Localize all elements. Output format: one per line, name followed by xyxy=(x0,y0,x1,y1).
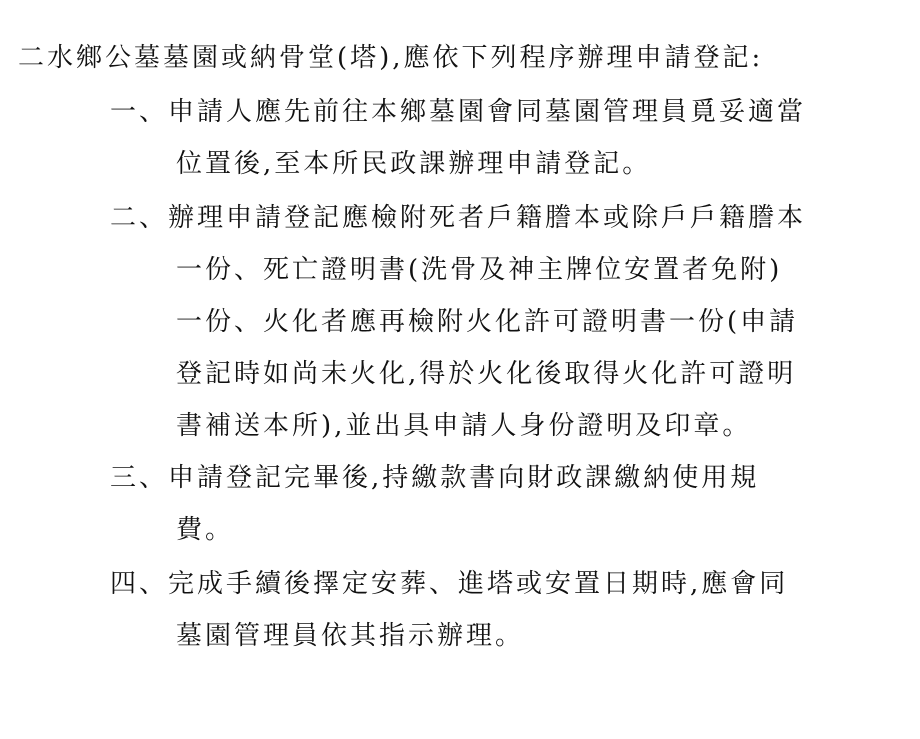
item-number: 四、 xyxy=(110,569,169,599)
item-text: 申請登記完畢後,持繳款書向財政課繳納使用規 xyxy=(168,463,760,493)
document-title: 二水鄉公墓墓園或納骨堂(塔),應依下列程序辦理申請登記: xyxy=(18,43,764,73)
list-item-4-first-line xyxy=(110,568,788,600)
item-text: 辦理申請登記應檢附死者戶籍謄本或除戶戶籍謄本 xyxy=(168,203,807,233)
item-number: 二、 xyxy=(110,203,169,233)
list-item-3-line: 費。 xyxy=(176,515,235,545)
list-item-2-line: 登記時如尚未火化,得於火化後取得火化許可證明 xyxy=(176,359,797,389)
item-text: 申請人應先前往本鄉墓園會同墓園管理員覓妥適當 xyxy=(168,97,807,127)
item-text: 完成手續後擇定安葬、進塔或安置日期時,應會同 xyxy=(168,569,789,599)
item-number: 一、 xyxy=(110,97,169,127)
item-number: 三、 xyxy=(110,463,169,493)
list-item-3-first-line xyxy=(110,462,759,494)
list-item-2-first-line xyxy=(110,202,806,234)
list-item-2-line: 一份、火化者應再檢附火化許可證明書一份(申請 xyxy=(176,307,799,337)
list-item-2-line: 一份、死亡證明書(洗骨及神主牌位安置者免附) xyxy=(176,255,783,285)
list-item-1-first-line xyxy=(110,96,806,128)
list-item-1-line: 位置後,至本所民政課辦理申請登記。 xyxy=(176,149,652,179)
list-item-2-line: 書補送本所),並出具申請人身份證明及印章。 xyxy=(176,411,752,441)
list-item-4-line: 墓園管理員依其指示辦理。 xyxy=(176,621,525,651)
